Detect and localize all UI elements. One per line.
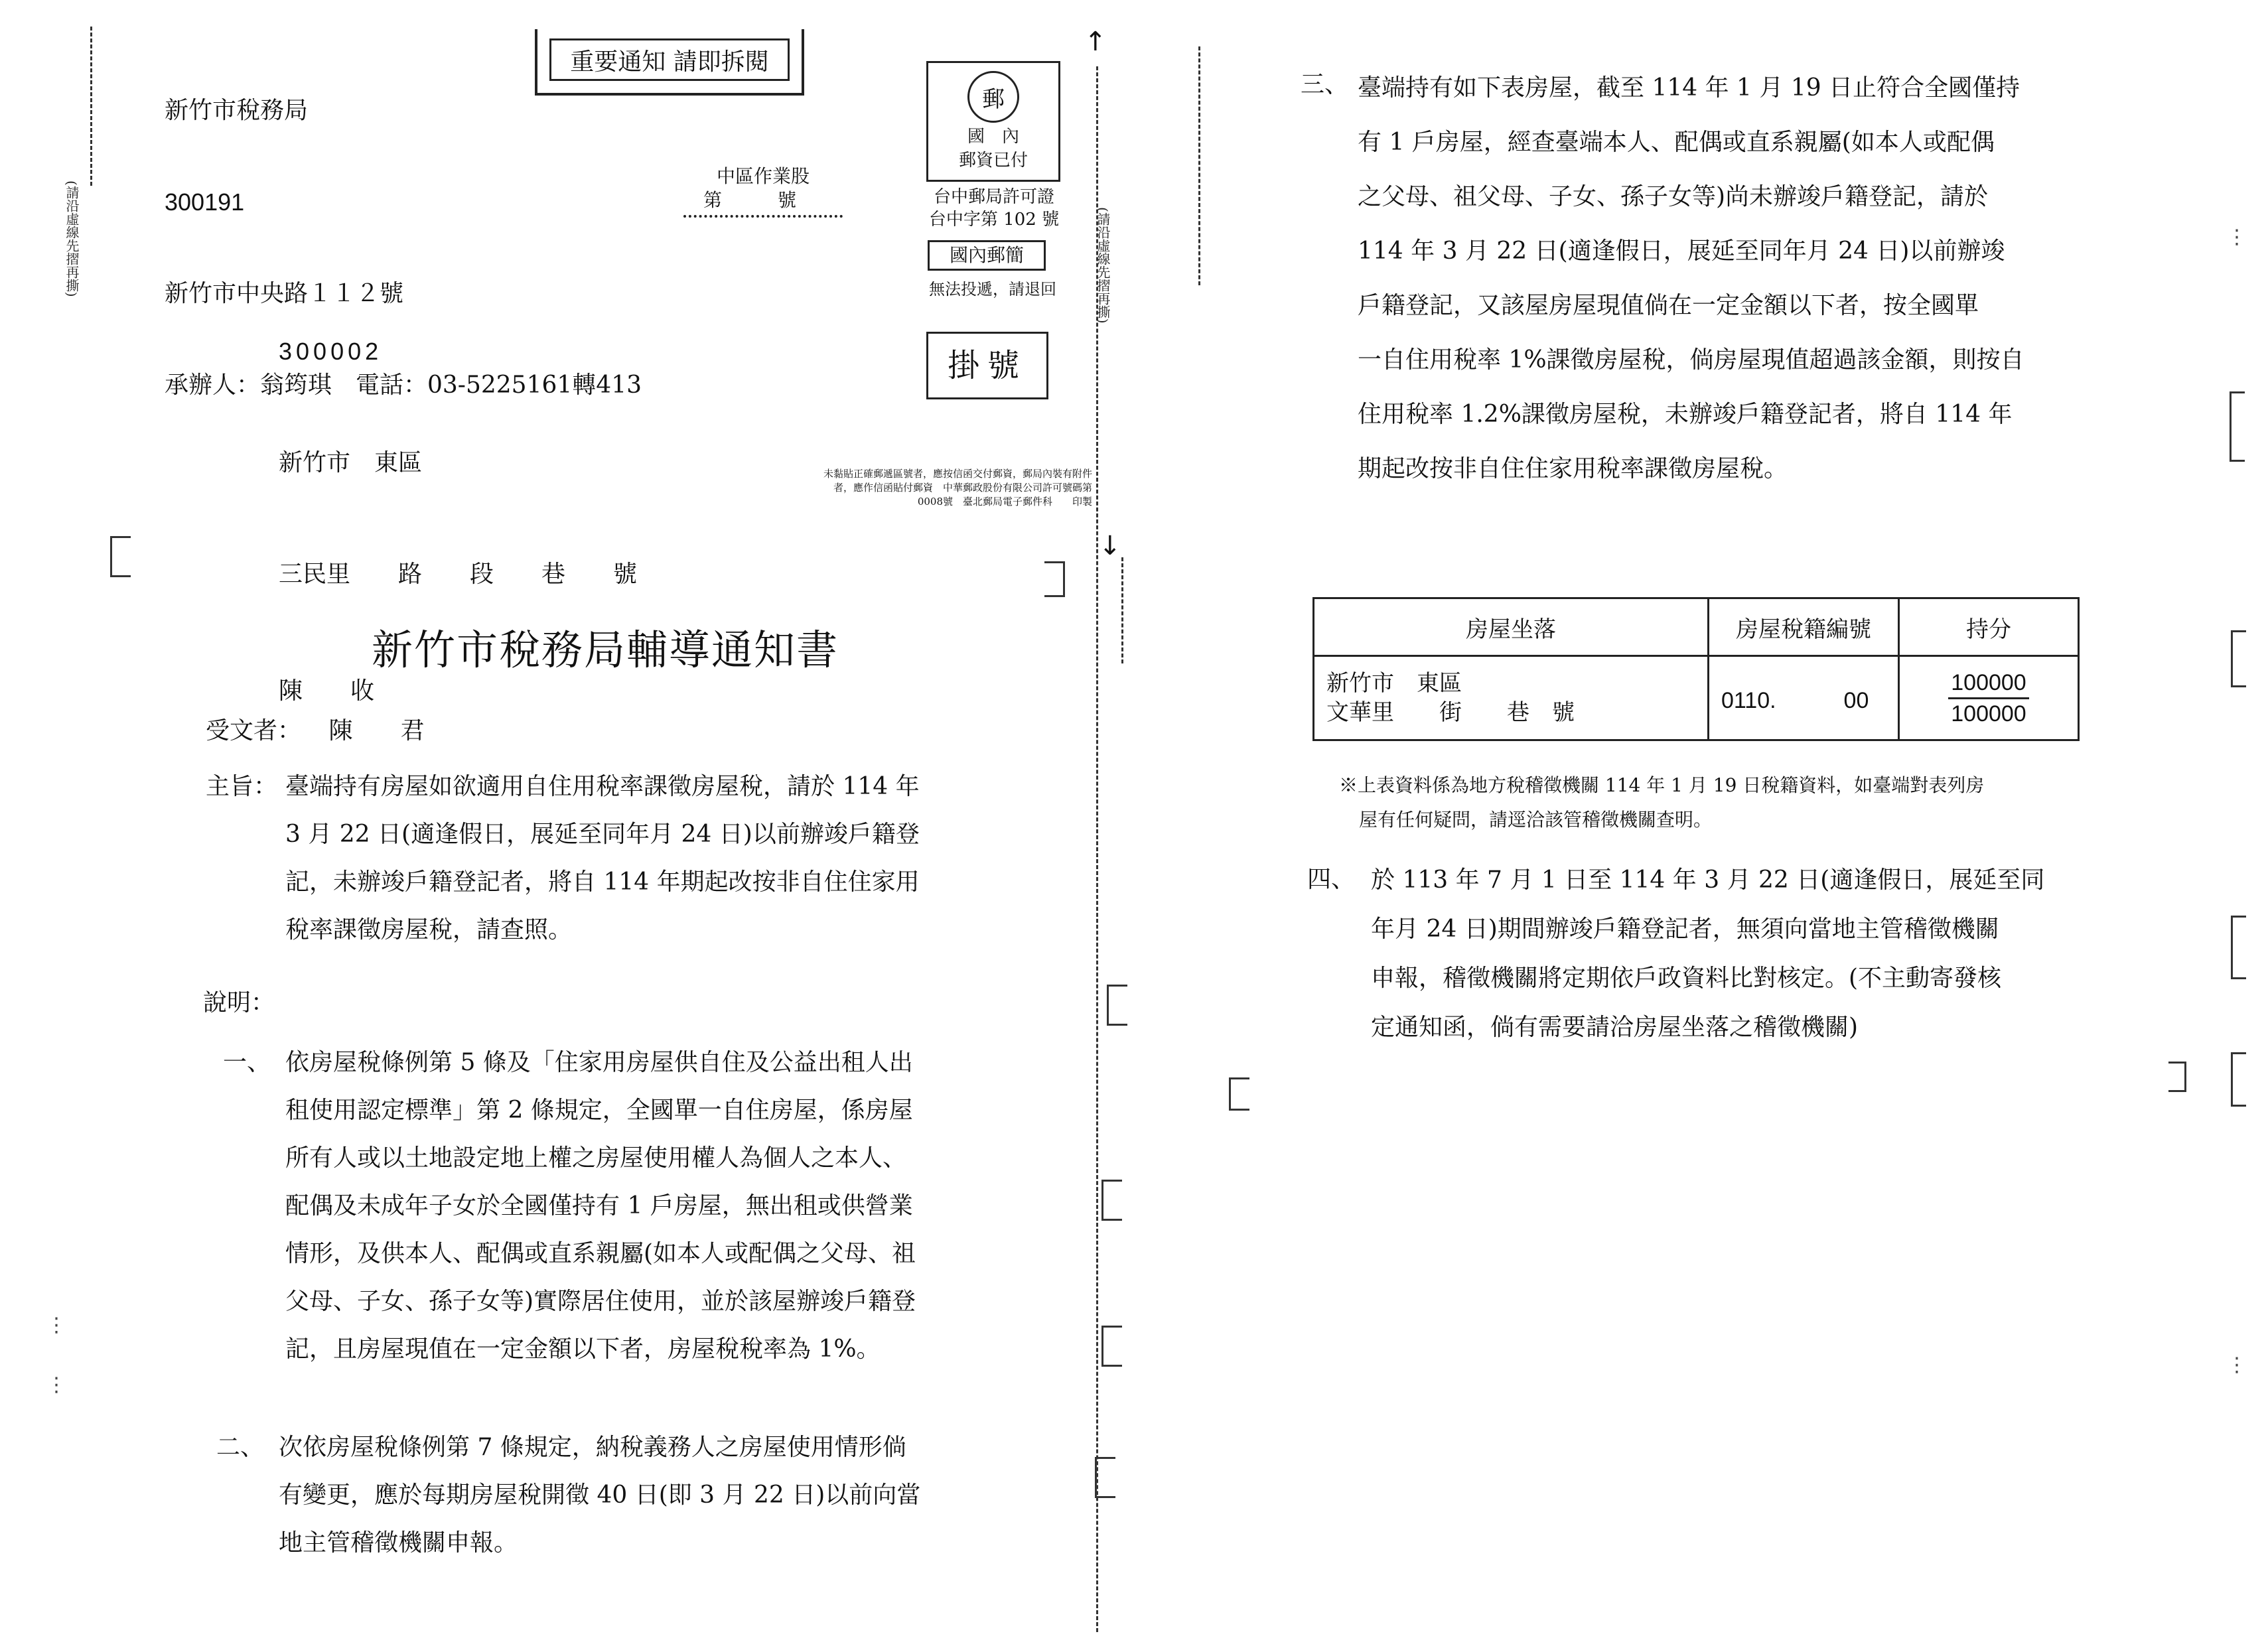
item-3-body bbox=[1358, 61, 2074, 496]
important-notice-label: 重要通知 請即拆閱 bbox=[549, 38, 790, 81]
postal-fine-print: 未黏貼正確郵遞區號者，應按信函交付郵資，郵局內裝有附件者，應作信函貼付郵資 中華郵政股份有限公司許可號碼第0008號 臺北郵局電子郵件科 印製 bbox=[823, 468, 1092, 508]
item-4-line: 定通知函，倘有需要請洽房屋坐落之稽徵機關) bbox=[1371, 1014, 1859, 1041]
item-3-line: 一自住用稅率 1%課徵房屋稅，倘房屋現值超過該金額，則按自 bbox=[1358, 346, 2024, 374]
office-reference bbox=[683, 165, 843, 218]
item-1-line: 情形，及供本人、配偶或直系親屬(如本人或配偶之父母、祖 bbox=[285, 1240, 916, 1267]
fold-line-left bbox=[90, 27, 92, 186]
item-3-line: 住用稅率 1.2%課徵房屋稅，未辦竣戶籍登記者，將自 114 年 bbox=[1358, 401, 2013, 428]
item-1-line: 租使用認定標準」第 2 條規定，全國單一自住房屋，係房屋 bbox=[285, 1097, 913, 1124]
subject-line: 臺端持有房屋如欲適用自住用稅率課徵房屋稅，請於 114 年 bbox=[285, 773, 920, 800]
punch-mark bbox=[2231, 916, 2246, 979]
postage-paid-stamp bbox=[926, 61, 1060, 182]
table-header-row bbox=[1314, 598, 2079, 656]
registered-mail-label: 掛號 bbox=[926, 332, 1048, 399]
share-denominator: 100000 bbox=[1951, 701, 2026, 726]
permit-line-1: 台中郵局許可證 bbox=[933, 187, 1054, 207]
item-1-label: 一、 bbox=[223, 1049, 271, 1076]
punch-mark bbox=[1044, 561, 1065, 597]
item-2-line: 次依房屋稅條例第 7 條規定，納稅義務人之房屋使用情形倘 bbox=[279, 1434, 906, 1461]
subject-label: 主旨： bbox=[206, 773, 278, 800]
fold-instruction-right: (請沿虛線先摺再撕) bbox=[1095, 207, 1111, 324]
subject-line: 3 月 22 日(適逢假日，展延至同年月 24 日)以前辦竣戶籍登 bbox=[285, 821, 920, 848]
item-3-line: 114 年 3 月 22 日(適逢假日，展延至同年月 24 日)以前辦竣 bbox=[1358, 238, 2005, 265]
cell-location bbox=[1314, 656, 1709, 740]
share-numerator: 100000 bbox=[1948, 668, 2028, 699]
location-line-1: 新竹市 東區 bbox=[1326, 670, 1462, 697]
punch-mark bbox=[1107, 985, 1127, 1026]
post-emblem-icon: 郵 bbox=[967, 71, 1019, 123]
header-tax-id: 房屋稅籍編號 bbox=[1709, 598, 1899, 656]
item-1-line: 依房屋稅條例第 5 條及「住家用房屋供自住及公益出租人出 bbox=[285, 1049, 913, 1076]
edge-mark: ⋮ bbox=[2227, 1353, 2247, 1377]
to-label: 受文者： bbox=[206, 717, 302, 744]
item-1-line: 記，且房屋現值在一定金額以下者，房屋稅稅率為 1%。 bbox=[285, 1336, 881, 1363]
item-4-line: 年月 24 日)期間辦竣戶籍登記者，無須向當地主管稽徵機關 bbox=[1371, 916, 1999, 943]
item-1-line: 所有人或以土地設定地上權之房屋使用權人為個人之本人、 bbox=[285, 1144, 907, 1172]
fold-arrow-down-icon: ↓ bbox=[1099, 531, 1121, 561]
item-3-line: 之父母、祖父母、子女、孫子女等)尚未辦竣戶籍登記，請於 bbox=[1358, 183, 1989, 210]
punch-mark bbox=[2168, 1062, 2186, 1092]
item-3-line: 期起改按非自住住家用稅率課徵房屋稅。 bbox=[1358, 455, 1788, 482]
cell-tax-id: 0110. 00 bbox=[1709, 656, 1899, 740]
item-3-line: 有 1 戶房屋，經查臺端本人、配偶或直系親屬(如本人或配偶 bbox=[1358, 129, 1995, 156]
punch-mark bbox=[1101, 1180, 1122, 1221]
subject-body bbox=[285, 763, 975, 954]
post-permit bbox=[921, 186, 1067, 231]
subject-line: 記，未辦竣戶籍登記者，將自 114 年期起改按非自住住家用 bbox=[285, 868, 920, 896]
item-4-line: 申報，稽徵機關將定期依戶政資料比對核定。(不主動寄發核 bbox=[1371, 965, 2002, 992]
item-4-label: 四、 bbox=[1307, 866, 1356, 893]
edge-mark: ⋮ bbox=[46, 1314, 66, 1337]
important-notice-frame bbox=[535, 29, 804, 96]
table-row bbox=[1314, 656, 2079, 740]
table-note-line: ※上表資料係為地方稅稽徵機關 114 年 1 月 19 日稅籍資料，如臺端對表列房 bbox=[1339, 774, 1985, 796]
edge-mark: ⋮ bbox=[46, 1373, 66, 1397]
table-note-line: 屋有任何疑問，請逕洽該管稽徵機關查明。 bbox=[1359, 809, 1713, 831]
punch-mark bbox=[1229, 1077, 1249, 1111]
return-note: 無法投遞，請退回 bbox=[929, 280, 1056, 299]
sender-name: 新竹市稅務局 bbox=[165, 97, 309, 124]
punch-mark bbox=[110, 536, 131, 577]
punch-mark bbox=[2231, 1052, 2246, 1107]
fold-arrow-up-icon: ↑ bbox=[1084, 27, 1107, 57]
item-1-line: 父母、子女、孫子女等)實際居住使用，並於該屋辦竣戶籍登 bbox=[285, 1288, 916, 1315]
permit-line-2: 台中字第 102 號 bbox=[928, 210, 1060, 230]
edge-tick bbox=[1121, 557, 1123, 663]
office-number: 第 號 bbox=[703, 189, 797, 211]
punch-mark bbox=[1101, 1326, 1122, 1367]
office-dotted-line bbox=[683, 215, 843, 218]
item-4-body bbox=[1371, 856, 2074, 1052]
item-3-line: 戶籍登記，又該屋房屋現值倘在一定金額以下者，按全國單 bbox=[1358, 292, 1979, 319]
stamp-text-domestic: 國 內 bbox=[967, 127, 1019, 147]
header-share: 持分 bbox=[1899, 598, 2079, 656]
item-1-body bbox=[285, 1039, 989, 1373]
sender-address: 新竹市中央路１１２號 bbox=[165, 280, 404, 307]
handler-contact: 承辦人：翁筠琪 電話：03-5225161轉413 bbox=[165, 372, 642, 399]
recipient-address-2: 三民里 路 段 巷 號 bbox=[279, 561, 638, 588]
item-2-label: 二、 bbox=[216, 1434, 265, 1461]
subject-line: 稅率課徵房屋稅，請查照。 bbox=[285, 916, 573, 943]
item-3-label: 三、 bbox=[1301, 71, 1349, 98]
domestic-mail-label: 國內郵簡 bbox=[928, 240, 1046, 271]
right-fold-line bbox=[1198, 46, 1200, 285]
recipient-zip: 300002 bbox=[279, 338, 383, 365]
location-line-2: 文華里 街 巷 號 bbox=[1326, 699, 1575, 726]
item-2-body bbox=[279, 1424, 982, 1567]
header-location: 房屋坐落 bbox=[1314, 598, 1709, 656]
notice-title: 新竹市稅務局輔導通知書 bbox=[372, 626, 839, 674]
recipient-address-1: 新竹市 東區 bbox=[279, 449, 423, 476]
item-4-line: 於 113 年 7 月 1 日至 114 年 3 月 22 日(適逢假日，展延至同 bbox=[1371, 866, 2045, 894]
edge-mark: ⋮ bbox=[2227, 226, 2247, 249]
punch-mark bbox=[2230, 391, 2245, 462]
explain-label: 說明： bbox=[203, 989, 275, 1016]
punch-mark bbox=[1095, 1457, 1115, 1498]
fold-instruction-left: (請沿虛線先摺再撕) bbox=[64, 180, 80, 297]
table-note bbox=[1339, 768, 2069, 837]
recipient-name: 陳 收 bbox=[279, 677, 375, 705]
recipient-line bbox=[206, 707, 424, 755]
item-1-line: 配偶及未成年子女於全國僅持有 1 戶房屋，無出租或供營業 bbox=[285, 1192, 913, 1219]
item-2-line: 地主管稽徵機關申報。 bbox=[279, 1529, 518, 1556]
house-table bbox=[1312, 597, 2080, 741]
to-name: 陳 君 bbox=[328, 717, 425, 744]
stamp-text-paid: 郵資已付 bbox=[958, 151, 1028, 171]
item-3-line: 臺端持有如下表房屋，截至 114 年 1 月 19 日止符合全國僅持 bbox=[1358, 74, 2020, 102]
cell-share bbox=[1899, 656, 2079, 740]
punch-mark bbox=[2231, 630, 2246, 687]
item-2-line: 有變更，應於每期房屋稅開徵 40 日(即 3 月 22 日)以前向當 bbox=[279, 1481, 921, 1509]
office-name: 中區作業股 bbox=[717, 165, 810, 187]
sender-zip: 300191 bbox=[165, 188, 245, 216]
